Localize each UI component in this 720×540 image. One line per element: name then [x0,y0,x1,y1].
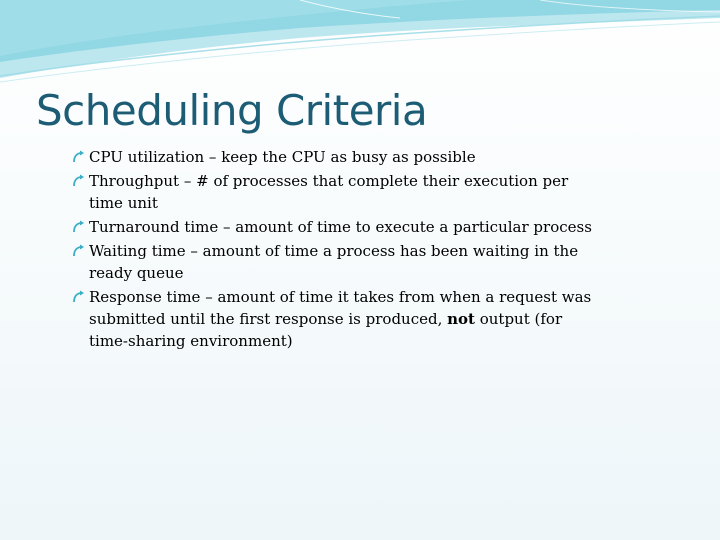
bullet-cpu-utilization [72,146,592,168]
curved-arrow-bullet-icon [72,241,86,261]
bullet-throughput [72,170,592,214]
bullet-text: Turnaround time – amount of time to execute a particular process [89,218,592,236]
curved-arrow-bullet-icon [72,147,86,167]
bullet-text: CPU utilization – keep the CPU as busy as possible [89,148,476,166]
curved-arrow-bullet-icon [72,171,86,191]
bullet-response-time [72,286,592,352]
bullet-text-continued: output (for time-sharing environment) [89,310,563,350]
curved-arrow-bullet-icon [72,287,86,307]
bullet-list [72,146,592,354]
bullet-text: Waiting time – amount of time a process has been waiting in the ready queue [89,242,579,282]
bullet-waiting-time [72,240,592,284]
bullet-text: Throughput – # of processes that complete their execution per time unit [89,172,569,212]
curved-arrow-bullet-icon [72,217,86,237]
slide-title: Scheduling Criteria [36,86,428,135]
header-wave-decoration [0,0,720,100]
bullet-turnaround-time [72,216,592,238]
bullet-text: Response time – amount of time it takes from when a request was submitted until the first response is produced, [89,288,592,328]
emphasis-not: not [447,310,475,328]
